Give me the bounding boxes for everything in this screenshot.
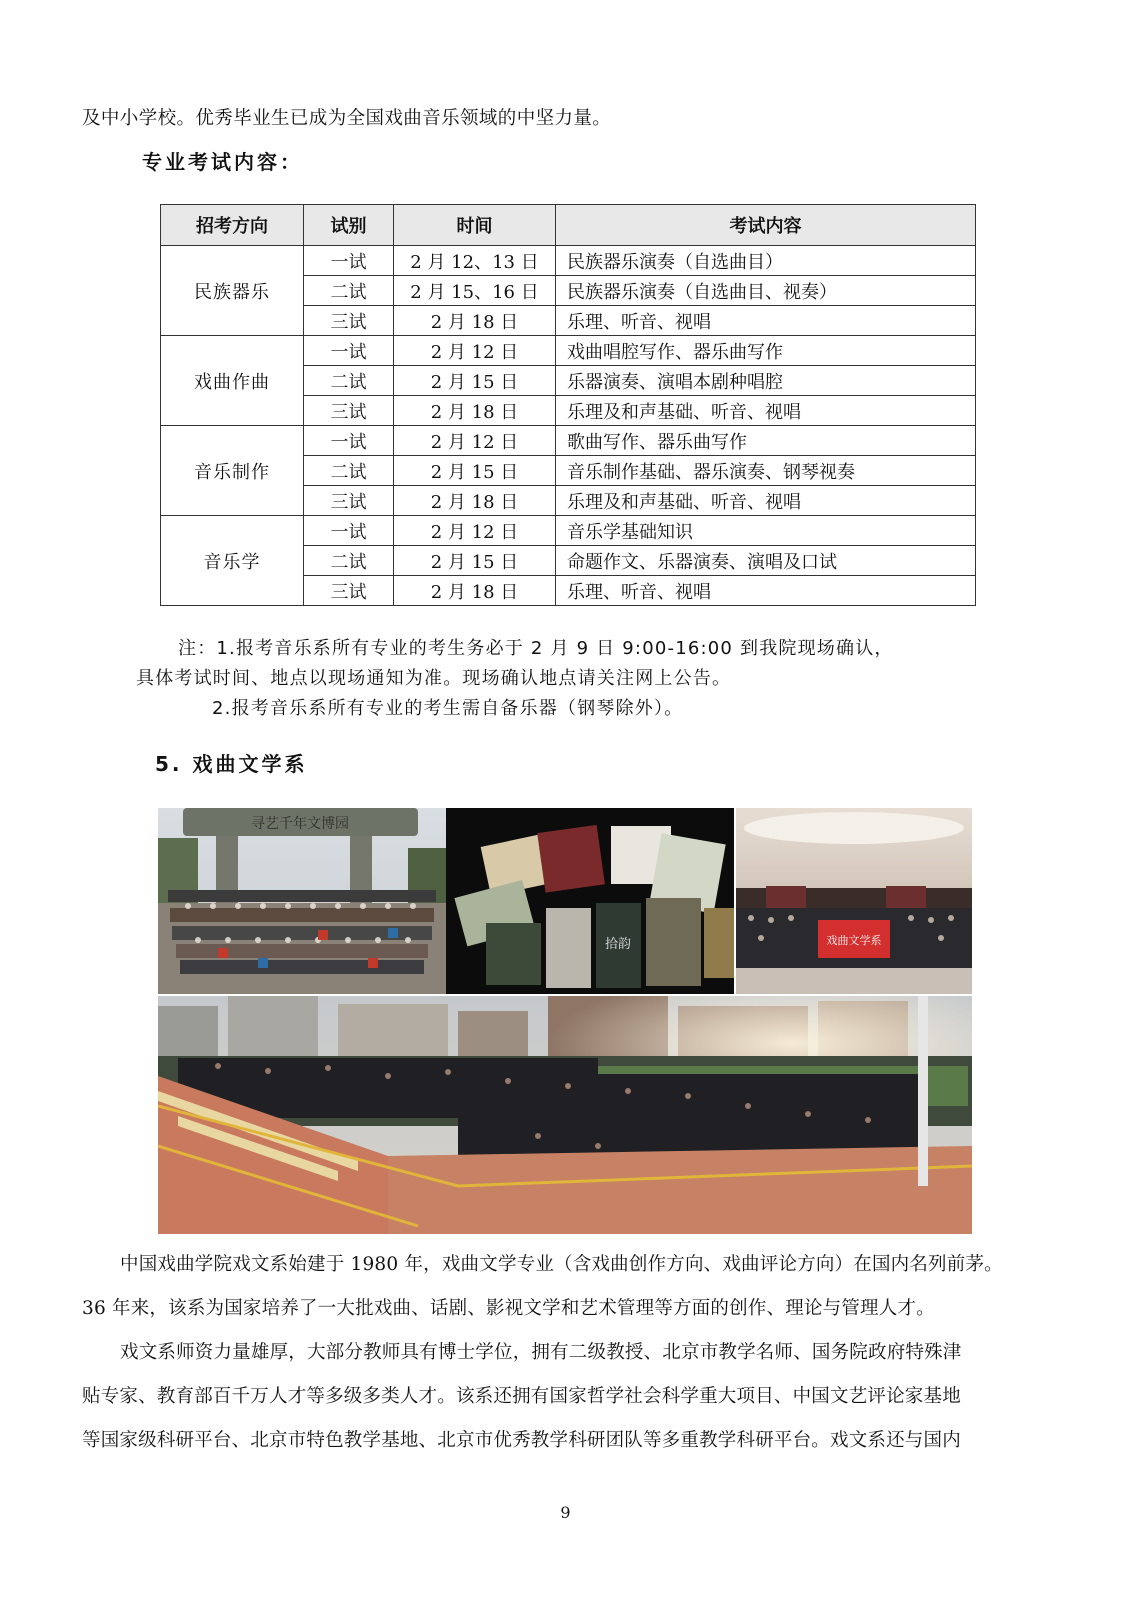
intro-line: 及中小学校。优秀毕业生已成为全国戏曲音乐领域的中坚力量。 [82,108,612,129]
round-cell: 一试 [304,516,394,546]
book-title: 拾韵 [604,937,632,952]
round-cell: 二试 [304,546,394,576]
round-cell: 二试 [304,456,394,486]
content-cell: 音乐学基础知识 [556,516,976,546]
header-round: 试别 [304,205,394,246]
round-cell: 三试 [304,576,394,606]
round-cell: 二试 [304,276,394,306]
date-cell: 2 月 12 日 [394,336,556,366]
header-time: 时间 [394,205,556,246]
date-cell: 2 月 15 日 [394,546,556,576]
photo-books [446,808,734,994]
note-line-2: 具体考试时间、地点以现场通知为准。现场确认地点请关注网上公告。 [136,668,732,689]
date-cell: 2 月 18 日 [394,306,556,336]
table-row [161,246,976,276]
content-cell: 民族器乐演奏（自选曲目、视奏） [556,276,976,306]
section-heading-exam-content: 专业考试内容： [142,150,303,174]
date-cell: 2 月 18 日 [394,486,556,516]
table-row [161,336,976,366]
content-cell: 乐理、听音、视唱 [556,306,976,336]
content-cell: 歌曲写作、器乐曲写作 [556,426,976,456]
stone-gate-inscription: 寻艺千年文博园 [251,816,349,832]
date-cell: 2 月 15 日 [394,366,556,396]
paragraph-line-4: 贴专家、教育部百千万人才等多级多类人才。该系还拥有国家哲学社会科学重大项目、中国文艺评论家基地 [82,1386,961,1407]
note-line-1: 注：1.报考音乐系所有专业的考生务必于 2 月 9 日 9:00-16:00 到我院现场确认， [178,638,894,659]
content-cell: 乐理及和声基础、听音、视唱 [556,396,976,426]
exam-schedule-table [160,204,976,606]
content-cell: 音乐制作基础、器乐演奏、钢琴视奏 [556,456,976,486]
date-cell: 2 月 15、16 日 [394,276,556,306]
content-cell: 乐器演奏、演唱本剧种唱腔 [556,366,976,396]
photo-group-stone-gate [158,808,446,994]
header-content: 考试内容 [556,205,976,246]
section-5-heading: 5. 戏曲文学系 [155,752,308,776]
content-cell: 民族器乐演奏（自选曲目） [556,246,976,276]
date-cell: 2 月 12 日 [394,516,556,546]
content-cell: 乐理及和声基础、听音、视唱 [556,486,976,516]
direction-cell: 音乐学 [161,516,304,606]
round-cell: 三试 [304,396,394,426]
header-direction: 招考方向 [161,205,304,246]
content-cell: 戏曲唱腔写作、器乐曲写作 [556,336,976,366]
round-cell: 二试 [304,366,394,396]
date-cell: 2 月 18 日 [394,396,556,426]
date-cell: 2 月 12、13 日 [394,246,556,276]
content-cell: 命题作文、乐器演奏、演唱及口试 [556,546,976,576]
paragraph-line-5: 等国家级科研平台、北京市特色教学基地、北京市优秀教学科研团队等多重教学科研平台。戏文系还与国内 [82,1430,961,1451]
date-cell: 2 月 12 日 [394,426,556,456]
table-header-row [161,205,976,246]
direction-cell: 民族器乐 [161,246,304,336]
round-cell: 三试 [304,306,394,336]
table-row [161,426,976,456]
direction-cell: 戏曲作曲 [161,336,304,426]
round-cell: 三试 [304,486,394,516]
date-cell: 2 月 18 日 [394,576,556,606]
round-cell: 一试 [304,426,394,456]
round-cell: 一试 [304,336,394,366]
paragraph-line-1: 中国戏曲学院戏文系始建于 1980 年，戏曲文学专业（含戏曲创作方向、戏曲评论方向）在国内名列前茅。 [120,1254,1003,1275]
photo-hall-banner [736,808,972,994]
banner-text: 戏曲文学系 [826,934,882,947]
paragraph-line-3: 戏文系师资力量雄厚，大部分教师具有博士学位，拥有二级教授、北京市教学名师、国务院政府特殊津 [120,1342,962,1363]
content-cell: 乐理、听音、视唱 [556,576,976,606]
photo-panorama-crowd [158,996,972,1234]
date-cell: 2 月 15 日 [394,456,556,486]
direction-cell: 音乐制作 [161,426,304,516]
page-number: 9 [560,1503,571,1522]
round-cell: 一试 [304,246,394,276]
note-line-3: 2.报考音乐系所有专业的考生需自备乐器（钢琴除外）。 [212,698,684,719]
table-row [161,516,976,546]
paragraph-line-2: 36 年来，该系为国家培养了一大批戏曲、话剧、影视文学和艺术管理等方面的创作、理论与管理人才。 [82,1298,935,1319]
